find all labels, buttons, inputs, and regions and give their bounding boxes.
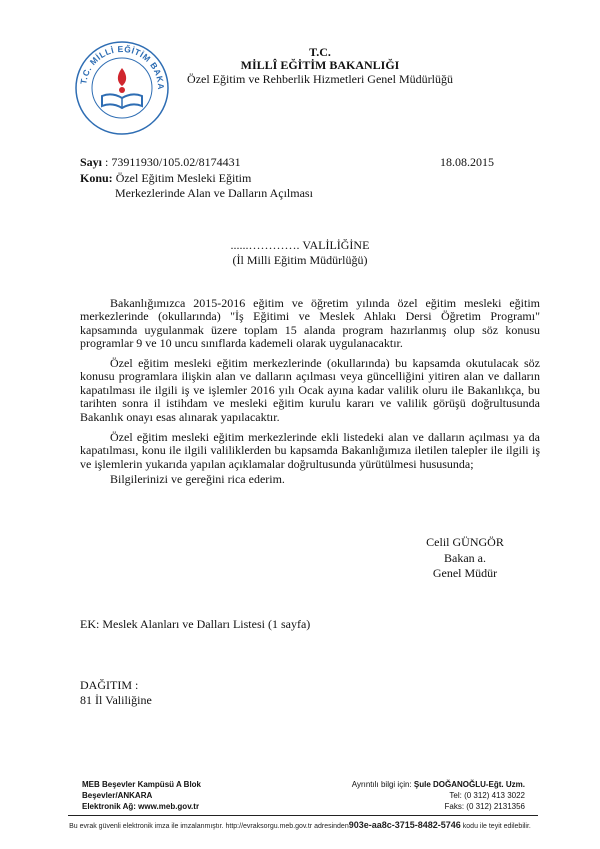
footer-contact	[320, 779, 525, 812]
signatory-name: Celil GÜNGÖR	[426, 535, 504, 549]
verification-prefix: Bu evrak güvenli elektronik imza ile imzalanmıştır. http://evraksorgu.meb.gov.tr adresinden	[69, 823, 349, 830]
footer-address-line-2: Beşevler/ANKARA	[82, 791, 153, 800]
reference-number: : 73911930/105.02/8174431	[105, 155, 241, 169]
document-date: 18.08.2015	[440, 155, 494, 169]
footer-info-row	[320, 779, 525, 790]
verification-code: 903e-aa8c-3715-8482-5746	[348, 820, 461, 830]
ministry-logo	[72, 38, 172, 138]
footer-fax: Faks: (0 312) 2131356	[444, 802, 525, 811]
signatory-title-1: Bakan a.	[444, 550, 486, 565]
body-paragraph-1: Bakanlığımızca 2015-2016 eğitim ve öğretim yılında özel eğitim mesleki eğitim merkezlerinde (okullarında) "İş Eğitimi ve Meslek Ahlakı Dersi Öğretim Programı" kapsamında uygulanmak üzere toplam 15 alanda program hazırlanmış olup söz konusu programlar 9 ve 10 uncu sınıflarda kademeli olarak uygulanacaktır.	[80, 296, 540, 351]
header-tc: T.C.	[309, 45, 331, 59]
subject-label: Konu:	[80, 171, 113, 185]
footer-tel: Tel: (0 312) 413 3022	[449, 791, 525, 800]
reference-row	[80, 155, 241, 169]
verification-suffix: kodu ile teyit edilebilir.	[462, 823, 531, 830]
addressee: ......…………. VALİLİĞİNE	[230, 238, 370, 252]
subject-row	[80, 171, 251, 185]
header-directorate: Özel Eğitim ve Rehberlik Hizmetleri Genel Müdürlüğü	[187, 72, 453, 86]
signatory-title-2: Genel Müdür	[432, 566, 498, 580]
footer-address-line-1: MEB Beşevler Kampüsü A Blok	[82, 780, 201, 789]
footer-divider	[68, 815, 538, 816]
body-paragraph-4: Bilgilerinizi ve gereğini rica ederim.	[110, 472, 285, 486]
subject-line-2: Merkezlerinde Alan ve Dalların Açılması	[115, 186, 313, 200]
addressee-sub: (İl Milli Eğitim Müdürlüğü)	[232, 253, 368, 267]
distribution-label: DAĞITIM :	[80, 678, 139, 692]
header-ministry: MİLLÎ EĞİTİM BAKANLIĞI	[240, 58, 400, 72]
verification-line	[0, 820, 600, 830]
footer-address	[82, 779, 201, 812]
reference-label: Sayı	[80, 155, 103, 169]
body-paragraph-2: Özel eğitim mesleki eğitim merkezlerinde (okullarında) bu kapsamda okutulacak söz konusu programlara ilişkin alan ve dalların açılması veya güncelliğini yitiren alan ve dalların kapatılması ile ilgili iş ve işlemler 2016 yılı Ocak ayına kadar valilik oluru ile Bakanlıkça, bu tarihten sonra il istihdam ve mesleki eğitim kurulu kararı ve valilik görüşü doğrultusunda Bakanlık onayı esas alınarak yapılacaktır.	[80, 356, 540, 424]
subject-line-1: Özel Eğitim Mesleki Eğitim	[115, 171, 252, 185]
footer-info-label: Ayrıntılı bilgi için:	[351, 780, 412, 789]
footer-info-value: Şule DOĞANOĞLU-Eğt. Uzm.	[413, 780, 525, 789]
logo-ring-text: T.C. MİLLİ EĞİTİM BAKA	[78, 43, 167, 91]
footer-web: Elektronik Ağ: www.meb.gov.tr	[82, 802, 200, 811]
attachment-note: EK: Meslek Alanları ve Dalları Listesi (1 sayfa)	[80, 617, 311, 631]
body-paragraph-3: Özel eğitim mesleki eğitim merkezlerinde ekli listedeki alan ve dalların açılması ya da kapatılması, konu ile ilgili valiliklerden bu kapsamda Bakanlığımıza iletilen talepler ile ilgili iş ve işlemlerin yukarıda yapılan açıklamalar doğrultusunda yürütülmesi hususunda;	[80, 430, 540, 471]
distribution-item: 81 İl Valiliğine	[80, 693, 152, 707]
signature-block	[400, 535, 530, 582]
